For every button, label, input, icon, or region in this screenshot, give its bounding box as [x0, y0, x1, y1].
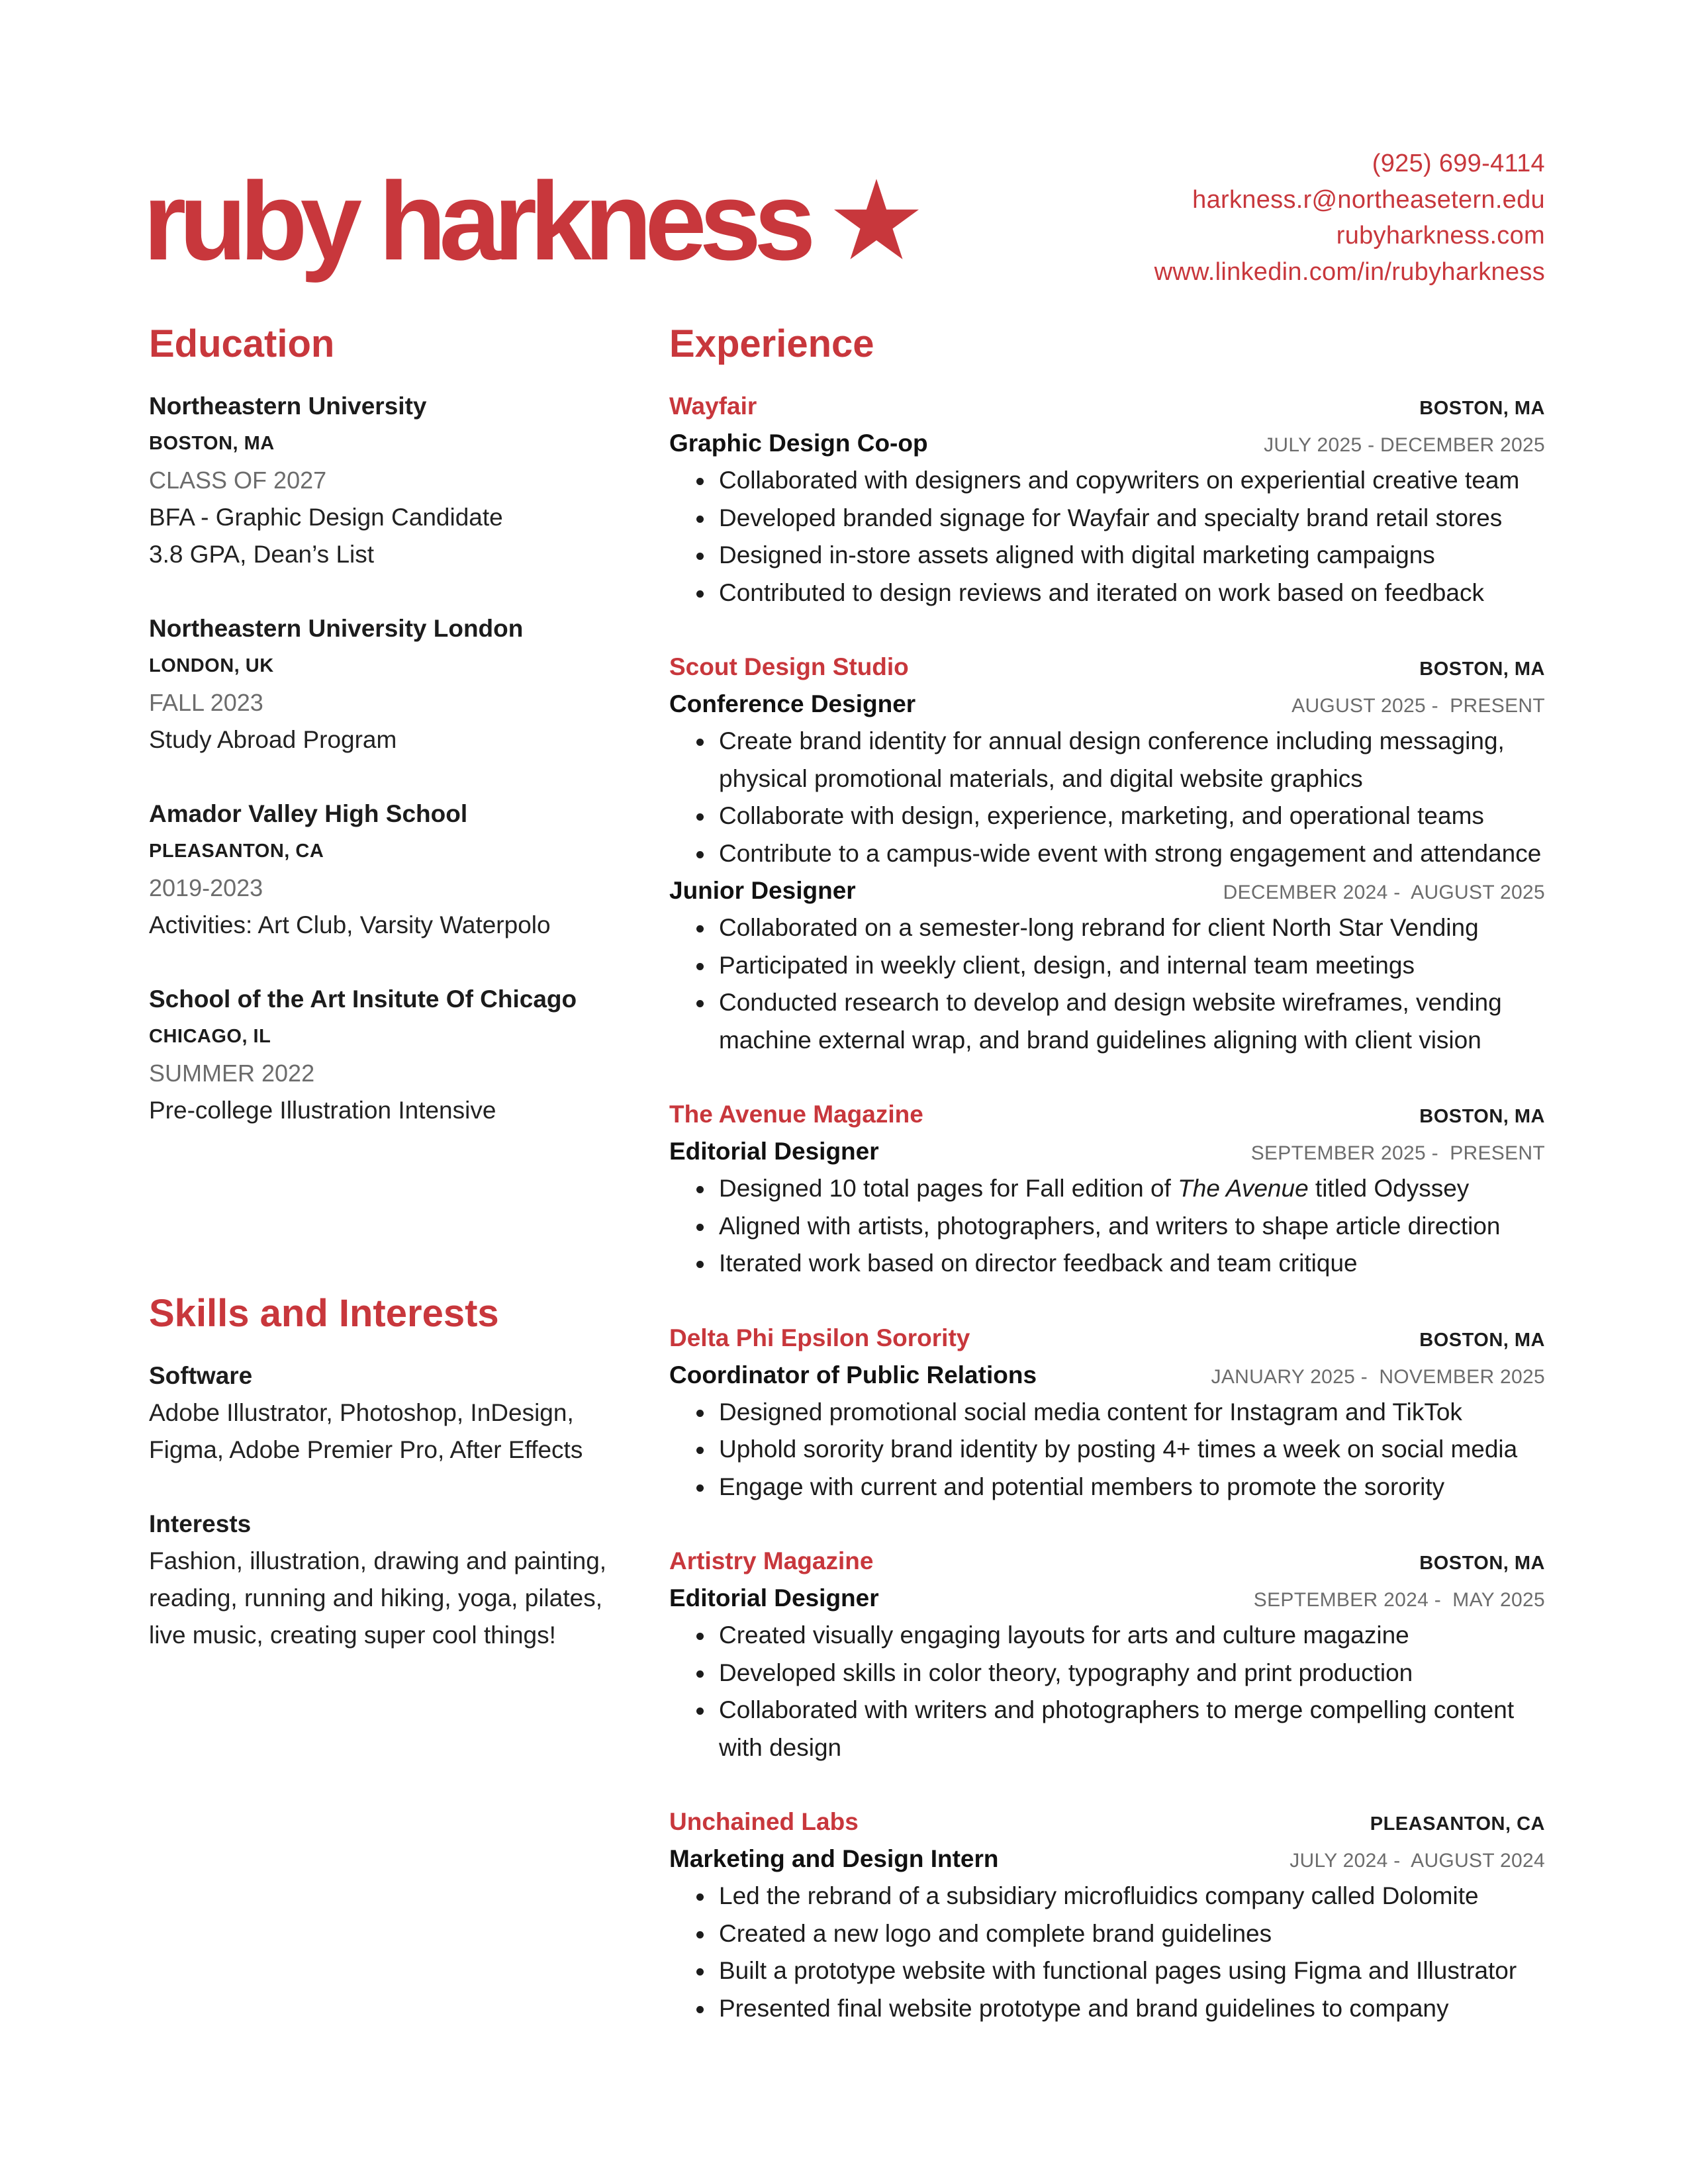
role-dates: SEPTEMBER 2025 - PRESENT [1250, 1142, 1545, 1164]
bullet-list [669, 462, 1545, 612]
company-name: Delta Phi Epsilon Sorority [669, 1324, 970, 1351]
company-row [669, 388, 1545, 425]
experience-item [669, 1320, 1545, 1506]
bullet-item: Led the rebrand of a subsidiary microfluidics company called Dolomite [719, 1878, 1545, 1915]
role-title: Editorial Designer [669, 1584, 879, 1612]
school-name: Northeastern University London [149, 615, 524, 642]
bullet-item: Uphold sorority brand identity by posting 4+ times a week on social media [719, 1431, 1545, 1469]
bullet-item: Conducted research to develop and design website wireframes, vending machine external wrap, and brand guidelines aligning with client vision [719, 984, 1545, 1059]
bullet-item: Presented final website prototype and brand guidelines to company [719, 1990, 1545, 2028]
education-item [149, 981, 652, 1129]
company-name: Unchained Labs [669, 1808, 859, 1835]
role-title: Junior Designer [669, 877, 856, 904]
company-row [669, 1320, 1545, 1357]
role-title: Conference Designer [669, 690, 916, 717]
bullet-item: Collaborated with designers and copywriters on experiential creative team [719, 462, 1545, 500]
company-location: BOSTON, MA [1419, 659, 1545, 680]
bullet-text: Designed 10 total pages for Fall edition of [719, 1175, 1178, 1202]
school-location: BOSTON, MA [149, 433, 275, 454]
education-detail: Study Abroad Program [149, 726, 397, 753]
company-row [669, 1096, 1545, 1133]
company-name: Artistry Magazine [669, 1547, 874, 1574]
education-detail: Pre-college Illustration Intensive [149, 1097, 496, 1124]
role-row [669, 1580, 1545, 1617]
bullet-item: Collaborated with writers and photographers to merge compelling content with design [719, 1692, 1545, 1766]
bullet-item: Contribute to a campus-wide event with strong engagement and attendance [719, 835, 1545, 873]
company-row [669, 649, 1545, 686]
experience-item [669, 388, 1545, 612]
school-term: SUMMER 2022 [149, 1060, 315, 1087]
school-location: LONDON, UK [149, 655, 274, 676]
role-row [669, 1841, 1545, 1878]
company-name: Scout Design Studio [669, 653, 909, 680]
bullet-item: Participated in weekly client, design, and internal team meetings [719, 947, 1545, 985]
experience-title: Experience [669, 322, 874, 365]
bullet-item [719, 1170, 1545, 1208]
name-block [143, 159, 919, 283]
role-dates: DECEMBER 2024 - AUGUST 2025 [1223, 882, 1545, 903]
software-block [149, 1357, 652, 1469]
email-link[interactable]: harkness.r@northeasetern.edu [1192, 185, 1545, 214]
phone-number[interactable]: (925) 699-4114 [1372, 150, 1545, 177]
bullet-item: Collaborated on a semester-long rebrand for client North Star Vending [719, 909, 1545, 947]
education-item [149, 388, 652, 573]
bullet-list [669, 1170, 1545, 1283]
experience-item [669, 1543, 1545, 1766]
role-title: Editorial Designer [669, 1138, 879, 1165]
company-name: Wayfair [669, 392, 757, 420]
school-term: CLASS OF 2027 [149, 467, 327, 494]
star-icon [834, 179, 919, 259]
bullet-item: Designed in-store assets aligned with digital marketing campaigns [719, 537, 1545, 574]
company-location: BOSTON, MA [1419, 1106, 1545, 1127]
school-term: FALL 2023 [149, 689, 263, 716]
company-location: PLEASANTON, CA [1370, 1813, 1545, 1835]
software-label: Software [149, 1362, 253, 1389]
education-section [149, 318, 652, 1166]
role-dates: AUGUST 2025 - PRESENT [1291, 695, 1545, 717]
resume-header [143, 146, 1545, 298]
bullet-item: Engage with current and potential members to promote the sorority [719, 1469, 1545, 1506]
role-row [669, 1357, 1545, 1394]
education-list [149, 388, 652, 1129]
education-detail: 3.8 GPA, Dean’s List [149, 541, 375, 568]
education-item [149, 610, 652, 758]
bullet-item: Iterated work based on director feedback and team critique [719, 1245, 1545, 1283]
company-location: BOSTON, MA [1419, 1329, 1545, 1351]
interests-block [149, 1506, 652, 1654]
school-name: School of the Art Insitute Of Chicago [149, 985, 577, 1013]
role-title: Graphic Design Co-op [669, 430, 928, 457]
bullet-item: Developed branded signage for Wayfair and specialty brand retail stores [719, 500, 1545, 537]
education-detail: Activities: Art Club, Varsity Waterpolo [149, 911, 551, 938]
software-line: Adobe Illustrator, Photoshop, InDesign, [149, 1399, 574, 1426]
company-name: The Avenue Magazine [669, 1101, 923, 1128]
role-row [669, 425, 1545, 462]
bullet-list [669, 1617, 1545, 1766]
experience-item [669, 1803, 1545, 2027]
school-location: CHICAGO, IL [149, 1026, 271, 1047]
company-row [669, 1543, 1545, 1580]
experience-item [669, 649, 1545, 1059]
bullet-item: Collaborate with design, experience, marketing, and operational teams [719, 797, 1545, 835]
company-location: BOSTON, MA [1419, 398, 1545, 419]
interests-line: reading, running and hiking, yoga, pilates, [149, 1584, 602, 1612]
role-dates: SEPTEMBER 2024 - MAY 2025 [1253, 1589, 1545, 1611]
bullet-item: Contributed to design reviews and iterated on work based on feedback [719, 574, 1545, 612]
school-name: Amador Valley High School [149, 800, 468, 827]
experience-section [669, 318, 1545, 2064]
company-row [669, 1803, 1545, 1841]
interests-line: Fashion, illustration, drawing and painting, [149, 1547, 607, 1574]
bullet-item: Created a new logo and complete brand guidelines [719, 1915, 1545, 1953]
bullet-item: Designed promotional social media content for Instagram and TikTok [719, 1394, 1545, 1432]
bullet-list [669, 909, 1545, 1059]
education-title: Education [149, 322, 335, 365]
role-row [669, 1133, 1545, 1170]
bullet-list [669, 723, 1545, 872]
role-dates: JULY 2025 - DECEMBER 2025 [1264, 434, 1545, 456]
bullet-text: titled Odyssey [1308, 1175, 1470, 1202]
website-link[interactable]: rubyharkness.com [1336, 222, 1545, 250]
contact-info [1154, 146, 1545, 290]
candidate-name: ruby harkness [143, 159, 809, 283]
bullet-item: Developed skills in color theory, typography and print production [719, 1655, 1545, 1692]
school-location: PLEASANTON, CA [149, 841, 324, 862]
experience-item [669, 1096, 1545, 1283]
education-detail: BFA - Graphic Design Candidate [149, 504, 503, 531]
bullet-item: Aligned with artists, photographers, and writers to shape article direction [719, 1208, 1545, 1246]
bullet-item: Created visually engaging layouts for arts and culture magazine [719, 1617, 1545, 1655]
role-title: Marketing and Design Intern [669, 1845, 999, 1872]
linkedin-link[interactable]: www.linkedin.com/in/rubyharkness [1154, 257, 1545, 286]
bullet-list [669, 1394, 1545, 1506]
role-dates: JULY 2024 - AUGUST 2024 [1289, 1850, 1545, 1872]
education-item [149, 796, 652, 944]
role-row [669, 872, 1545, 909]
school-name: Northeastern University [149, 392, 427, 420]
company-location: BOSTON, MA [1419, 1553, 1545, 1574]
role-dates: JANUARY 2025 - NOVEMBER 2025 [1211, 1365, 1545, 1388]
role-title: Coordinator of Public Relations [669, 1361, 1037, 1388]
bullet-item: Create brand identity for annual design conference including messaging, physical promotional materials, and digital website graphics [719, 723, 1545, 797]
bullet-item: Built a prototype website with functional pages using Figma and Illustrator [719, 1952, 1545, 1990]
school-term: 2019-2023 [149, 874, 263, 901]
experience-list [669, 388, 1545, 2027]
role-row [669, 686, 1545, 723]
skills-title: Skills and Interests [149, 1292, 499, 1335]
skills-section [149, 1287, 652, 1691]
bullet-list [669, 1878, 1545, 2027]
interests-label: Interests [149, 1510, 252, 1537]
publication-title: The Avenue [1178, 1175, 1309, 1202]
software-line: Figma, Adobe Premier Pro, After Effects [149, 1436, 583, 1463]
interests-line: live music, creating super cool things! [149, 1621, 556, 1649]
